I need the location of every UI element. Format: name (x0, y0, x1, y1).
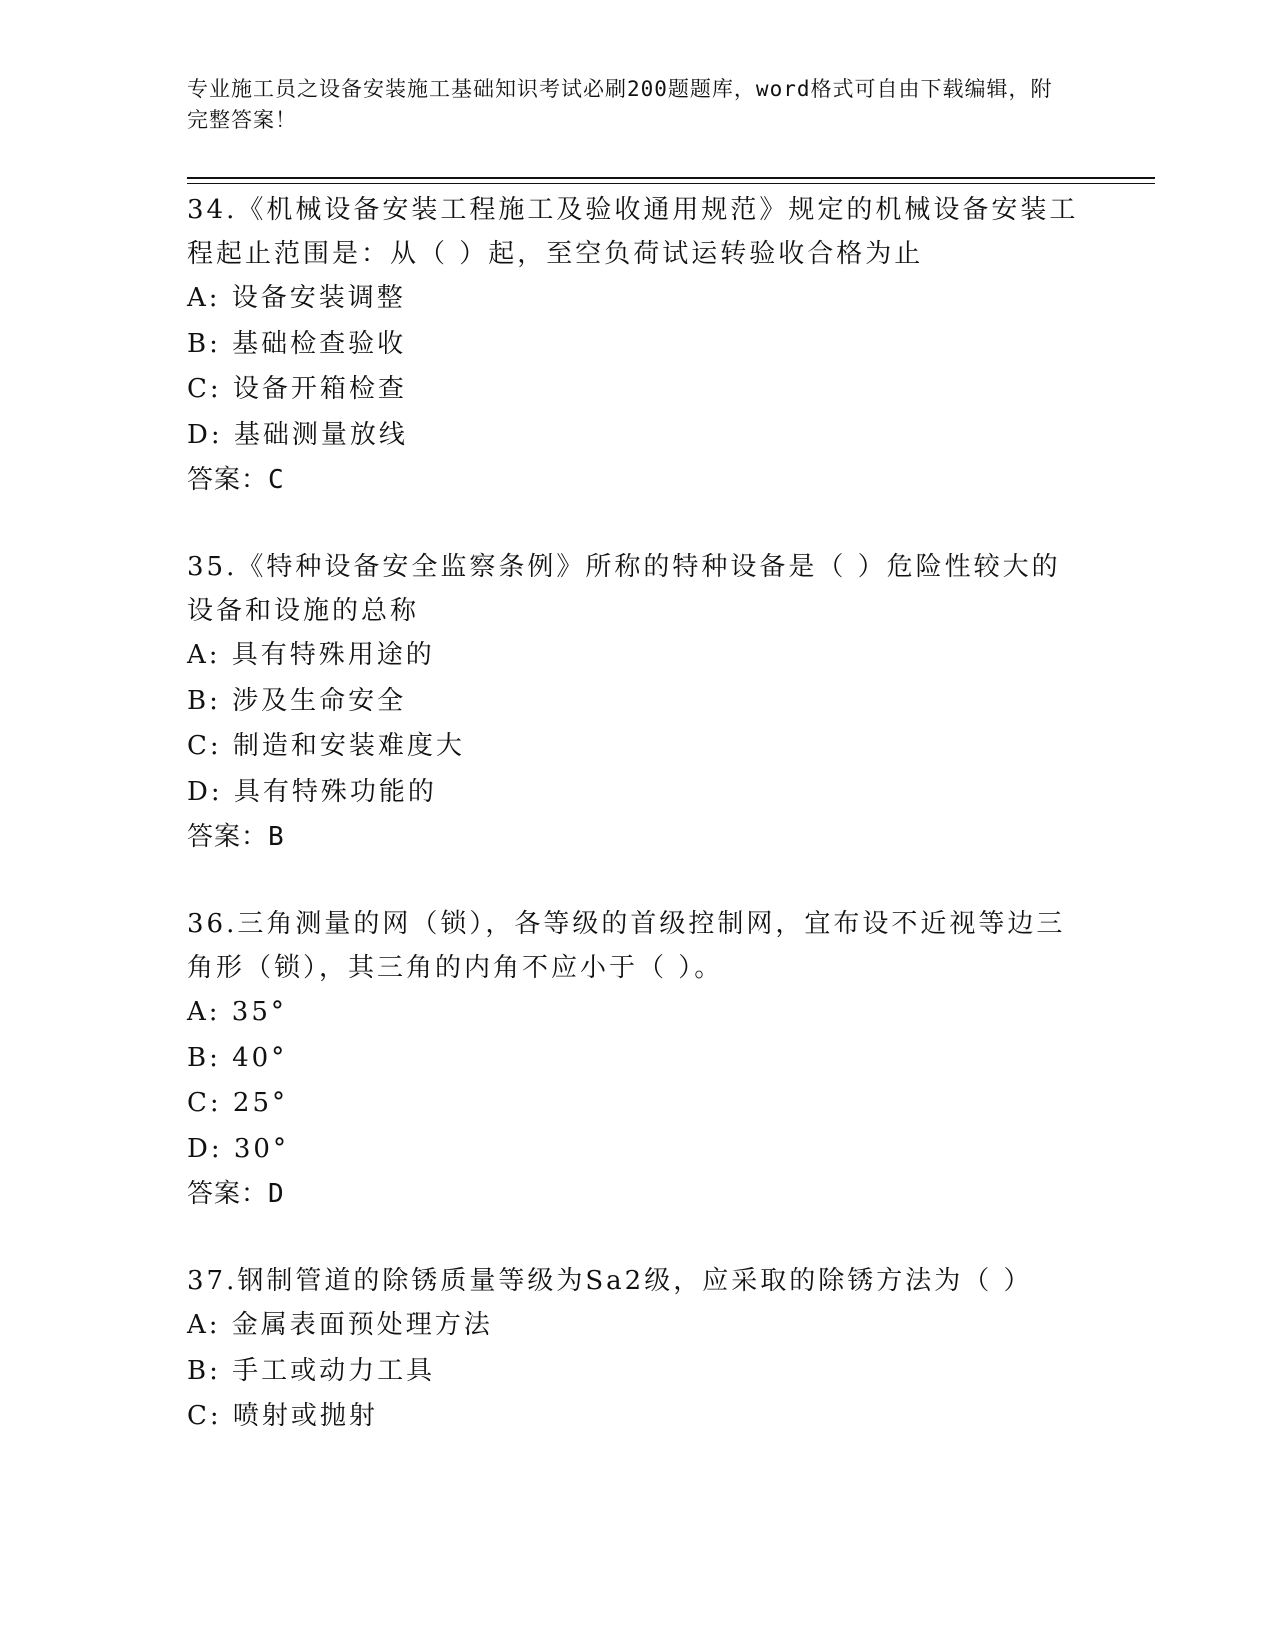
question-37 (187, 1259, 1087, 1440)
question-spacer (187, 1216, 1087, 1259)
answer-label: 答案： (187, 1179, 269, 1209)
option-d: D: 基础测量放线 (187, 419, 408, 450)
option-a: A: 设备安装调整 (187, 283, 406, 313)
header-divider-thick (187, 177, 1155, 179)
question-36 (187, 902, 1087, 1216)
option-d: D: 30° (187, 1133, 289, 1164)
question-stem: 36.三角测量的网（锁），各等级的首级控制网，宜布设不近视等边三角形（锁），其三角的内角不应小于（ ）。 (187, 909, 1066, 983)
answer-line (187, 1172, 1087, 1216)
option-a: A: 具有特殊用途的 (187, 640, 435, 670)
option-c: C: 制造和安装难度大 (187, 731, 465, 761)
answer-value: C (268, 465, 285, 495)
option-d: D: 具有特殊功能的 (187, 776, 437, 807)
option-b: B: 手工或动力工具 (187, 1355, 436, 1386)
question-stem: 35.《特种设备安全监察条例》所称的特种设备是（ ）危险性较大的设备和设施的总称 (187, 552, 1061, 626)
option-b: B: 40° (187, 1042, 288, 1073)
document-header-title: 专业施工员之设备安装施工基础知识考试必刷200题题库，word格式可自由下载编辑，附完整答案！ (187, 77, 1053, 132)
question-spacer (187, 859, 1087, 902)
question-spacer (187, 502, 1087, 545)
question-stem: 37.钢制管道的除锈质量等级为Sa2级，应采取的除锈方法为（ ） (187, 1266, 1033, 1296)
header-divider-thin (187, 183, 1155, 184)
answer-label: 答案： (187, 465, 269, 495)
option-b: B: 涉及生命安全 (187, 685, 407, 716)
option-a: A: 金属表面预处理方法 (187, 1310, 493, 1340)
option-c: C: 设备开箱检查 (187, 374, 407, 404)
question-35 (187, 545, 1087, 859)
question-stem: 34.《机械设备安装工程施工及验收通用规范》规定的机械设备安装工程起止范围是：从（ ）起，至空负荷试运转验收合格为止 (187, 195, 1079, 269)
answer-value: D (268, 1179, 285, 1209)
answer-line (187, 458, 1087, 502)
answer-line (187, 815, 1087, 859)
option-c: C: 25° (187, 1088, 289, 1118)
option-c: C: 喷射或抛射 (187, 1401, 378, 1431)
answer-value: B (268, 822, 285, 852)
option-b: B: 基础检查验收 (187, 328, 407, 359)
answer-label: 答案： (187, 822, 269, 852)
option-a: A: 35° (187, 997, 287, 1027)
question-34 (187, 188, 1087, 502)
question-list (187, 188, 1087, 1440)
